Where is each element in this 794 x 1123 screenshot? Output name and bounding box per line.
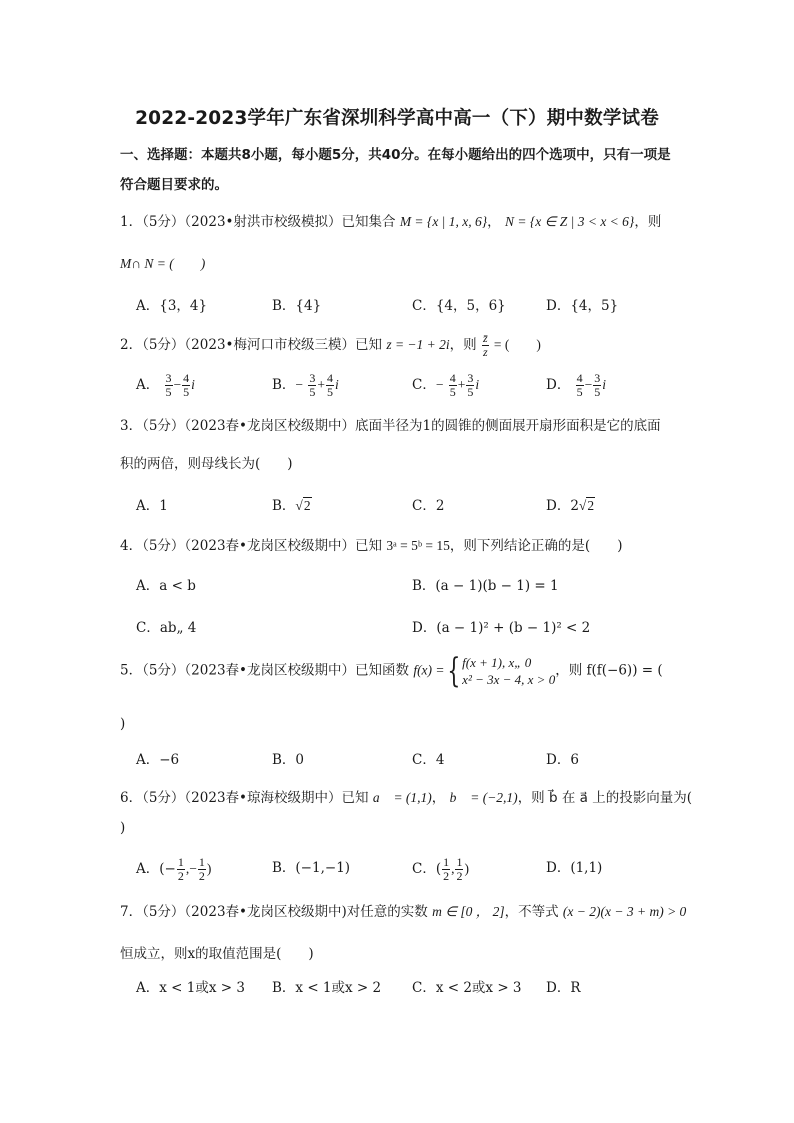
- denominator: 2: [456, 869, 463, 883]
- numerator: 3: [594, 371, 601, 385]
- option-c[interactable]: C．x < 2或x > 3: [412, 980, 522, 996]
- question-3-line2: 积的两倍，则母线长为( ): [120, 456, 293, 472]
- question-7: [120, 900, 686, 920]
- case-2: x² − 3x − 4, x > 0: [462, 672, 556, 687]
- fraction: [466, 372, 474, 399]
- denominator: 5: [165, 385, 172, 399]
- question-number: 4．: [120, 538, 143, 554]
- question-4: [120, 534, 622, 554]
- question-text: （5分）（2023春•龙岗区校级期中）底面半径为1的圆锥的侧面展开扇形面积是它的底面: [142, 418, 661, 434]
- question-source: （5分）（2023春•龙岗区校级期中)对任意的实数: [142, 904, 428, 920]
- piecewise-cases: [462, 654, 555, 688]
- option-a[interactable]: A．x < 1或x > 3: [136, 980, 245, 996]
- numerator: 1: [198, 855, 205, 869]
- denominator: 5: [449, 385, 456, 399]
- imaginary-unit: i: [602, 377, 607, 392]
- question-2: [120, 332, 541, 359]
- comma: ,−: [185, 861, 197, 876]
- option-d[interactable]: D．6: [546, 752, 579, 768]
- imaginary-unit: i: [475, 377, 480, 392]
- question-number: 1．: [120, 214, 143, 230]
- fraction: [326, 372, 334, 399]
- option-d[interactable]: D．(1,1): [546, 860, 603, 876]
- option-d[interactable]: [546, 372, 606, 399]
- option-c[interactable]: C．{4，5，6}: [412, 298, 506, 314]
- question-source: （5分）（2023春•琼海校级期中）已知: [142, 790, 369, 806]
- radicand: 2: [587, 498, 595, 513]
- sqrt-icon: √: [295, 498, 303, 513]
- sqrt-icon: √: [578, 498, 587, 513]
- separator: ，: [487, 214, 501, 230]
- numerator: 3: [165, 371, 172, 385]
- question-number: 6．: [120, 790, 143, 806]
- denominator: 2: [443, 869, 450, 883]
- option-label: A．(−: [136, 861, 176, 877]
- option-c[interactable]: [412, 856, 469, 883]
- fraction: [449, 372, 457, 399]
- denominator: 5: [576, 385, 583, 399]
- paren: ): [206, 861, 212, 876]
- vector-b: b⃗ = (−2,1): [449, 790, 518, 805]
- denominator: 5: [309, 385, 316, 399]
- option-d[interactable]: [546, 494, 595, 514]
- numerator: 3: [467, 371, 474, 385]
- question-6-line2: ): [120, 820, 126, 836]
- fraction: [308, 372, 316, 399]
- question-5-line2: ): [120, 716, 126, 732]
- denominator: z: [482, 345, 488, 359]
- comma: ,: [451, 861, 455, 876]
- function-label: f(x) =: [413, 662, 445, 678]
- fraction: [165, 372, 173, 399]
- question-mid: ，不等式: [504, 904, 559, 920]
- numerator: 4: [449, 371, 456, 385]
- question-source: （5分）（2023春•龙岗区校级期中）已知: [142, 538, 383, 554]
- numerator: 4: [326, 371, 333, 385]
- option-c[interactable]: C．4: [412, 752, 445, 768]
- set-m: M = {x | 1, x, 6}: [399, 214, 488, 229]
- question-1: [120, 210, 661, 230]
- question-number: 2．: [120, 337, 143, 353]
- option-b[interactable]: [272, 494, 312, 514]
- fraction: [455, 856, 463, 883]
- paren: ): [464, 861, 469, 876]
- option-a[interactable]: [136, 856, 211, 883]
- question-tail: ，则 b⃗ 在 a⃗ 上的投影向量为(: [517, 790, 692, 806]
- option-c[interactable]: [412, 372, 479, 399]
- numerator: 3: [309, 371, 316, 385]
- option-label: C．(: [412, 861, 442, 877]
- option-a[interactable]: A．1: [136, 498, 168, 514]
- sign: −: [295, 377, 304, 392]
- option-a[interactable]: [136, 372, 195, 399]
- option-b[interactable]: B．0: [272, 752, 305, 768]
- question-7-line2: 恒成立，则x的取值范围是( ): [120, 946, 314, 962]
- option-d[interactable]: D．(a − 1)² + (b − 1)² < 2: [412, 620, 591, 636]
- option-label: B．: [272, 498, 296, 514]
- question-tail: ，则 f(f(−6)) = (: [555, 662, 663, 679]
- question-tail: ，则: [634, 214, 662, 230]
- denominator: 5: [594, 385, 601, 399]
- option-a[interactable]: A．−6: [136, 752, 180, 768]
- inequality: (x − 2)(x − 3 + m) > 0: [562, 904, 687, 919]
- vector-a: a⃗ = (1,1): [372, 790, 432, 805]
- separator: ，: [431, 790, 446, 806]
- question-number: 7．: [120, 904, 143, 920]
- option-d[interactable]: D．{4，5}: [546, 298, 619, 314]
- option-a[interactable]: A．{3，4}: [136, 298, 208, 314]
- question-source: （5分）（2023春•龙岗区校级期中）已知函数: [142, 662, 410, 679]
- section-heading: 一、选择题：本题共8小题，每小题5分，共40分。在每小题给出的四个选项中，只有一项是符合题目要求的。: [120, 147, 671, 193]
- set-n: N = {x ∈ Z | 3 < x < 6}: [504, 214, 635, 229]
- question-3: [120, 414, 661, 434]
- option-b[interactable]: B．(a − 1)(b − 1) = 1: [412, 578, 559, 594]
- imaginary-unit: i: [334, 377, 339, 392]
- question-source: （5分）（2023•梅河口市校级三模）已知: [142, 337, 383, 353]
- case-1: f(x + 1), x„ 0: [462, 655, 532, 670]
- question-mid: ，则: [449, 337, 477, 353]
- question-source: （5分）（2023•射洪市校级模拟）已知集合: [142, 214, 396, 230]
- option-c[interactable]: C．ab„ 4: [136, 620, 197, 636]
- fraction: [576, 372, 584, 399]
- option-b[interactable]: B．(−1,−1): [272, 860, 351, 876]
- denominator: 5: [326, 385, 333, 399]
- numerator: z̄: [482, 331, 488, 345]
- question-number: 5．: [120, 662, 143, 679]
- option-label: A．: [136, 377, 160, 393]
- denominator: 2: [198, 869, 205, 883]
- denominator: 5: [467, 385, 474, 399]
- sign: −: [435, 377, 444, 392]
- operator: +: [457, 377, 466, 392]
- option-b[interactable]: [272, 372, 339, 399]
- option-b[interactable]: B．x < 1或x > 2: [272, 980, 382, 996]
- operator: −: [584, 377, 593, 392]
- imaginary-unit: i: [191, 377, 195, 392]
- option-label: D．2: [546, 498, 579, 514]
- question-stem: M∩ N = ( ): [120, 256, 206, 271]
- radicand: 2: [303, 498, 311, 513]
- option-label: B．: [272, 377, 296, 393]
- numerator: 1: [443, 855, 450, 869]
- option-b[interactable]: B．{4}: [272, 298, 322, 314]
- option-c[interactable]: C．2: [412, 498, 445, 514]
- fraction: [182, 372, 190, 399]
- question-1-line2: [120, 252, 205, 272]
- numerator: 4: [183, 371, 190, 385]
- question-6: [120, 786, 692, 806]
- option-label: C．: [412, 377, 436, 393]
- fraction: [482, 332, 489, 359]
- question-tail: ，则下列结论正确的是( ): [449, 538, 623, 554]
- complex-expr: z = −1 + 2i: [386, 337, 450, 352]
- fraction: [198, 856, 206, 883]
- operator: −: [173, 377, 182, 392]
- option-a[interactable]: A．a < b: [136, 578, 196, 594]
- fraction: [442, 856, 450, 883]
- equation: 3ᵃ = 5ᵇ = 15: [386, 538, 450, 553]
- denominator: 5: [183, 385, 190, 399]
- page-title: 2022-2023学年广东省深圳科学高中高一（下）期中数学试卷: [135, 108, 659, 129]
- numerator: 1: [177, 855, 184, 869]
- fraction: [177, 856, 185, 883]
- option-d[interactable]: D．R: [546, 980, 581, 996]
- denominator: 2: [177, 869, 184, 883]
- brace-icon: {: [446, 651, 460, 691]
- numerator: 4: [576, 371, 583, 385]
- option-label: D．: [546, 377, 571, 393]
- operator: +: [317, 377, 325, 392]
- question-5: [120, 651, 663, 691]
- interval-expr: m ∈ [0 ， 2]: [432, 904, 505, 919]
- numerator: 1: [456, 855, 463, 869]
- fraction: [593, 372, 601, 399]
- question-number: 3．: [120, 418, 143, 434]
- question-tail: = ( ): [493, 337, 541, 352]
